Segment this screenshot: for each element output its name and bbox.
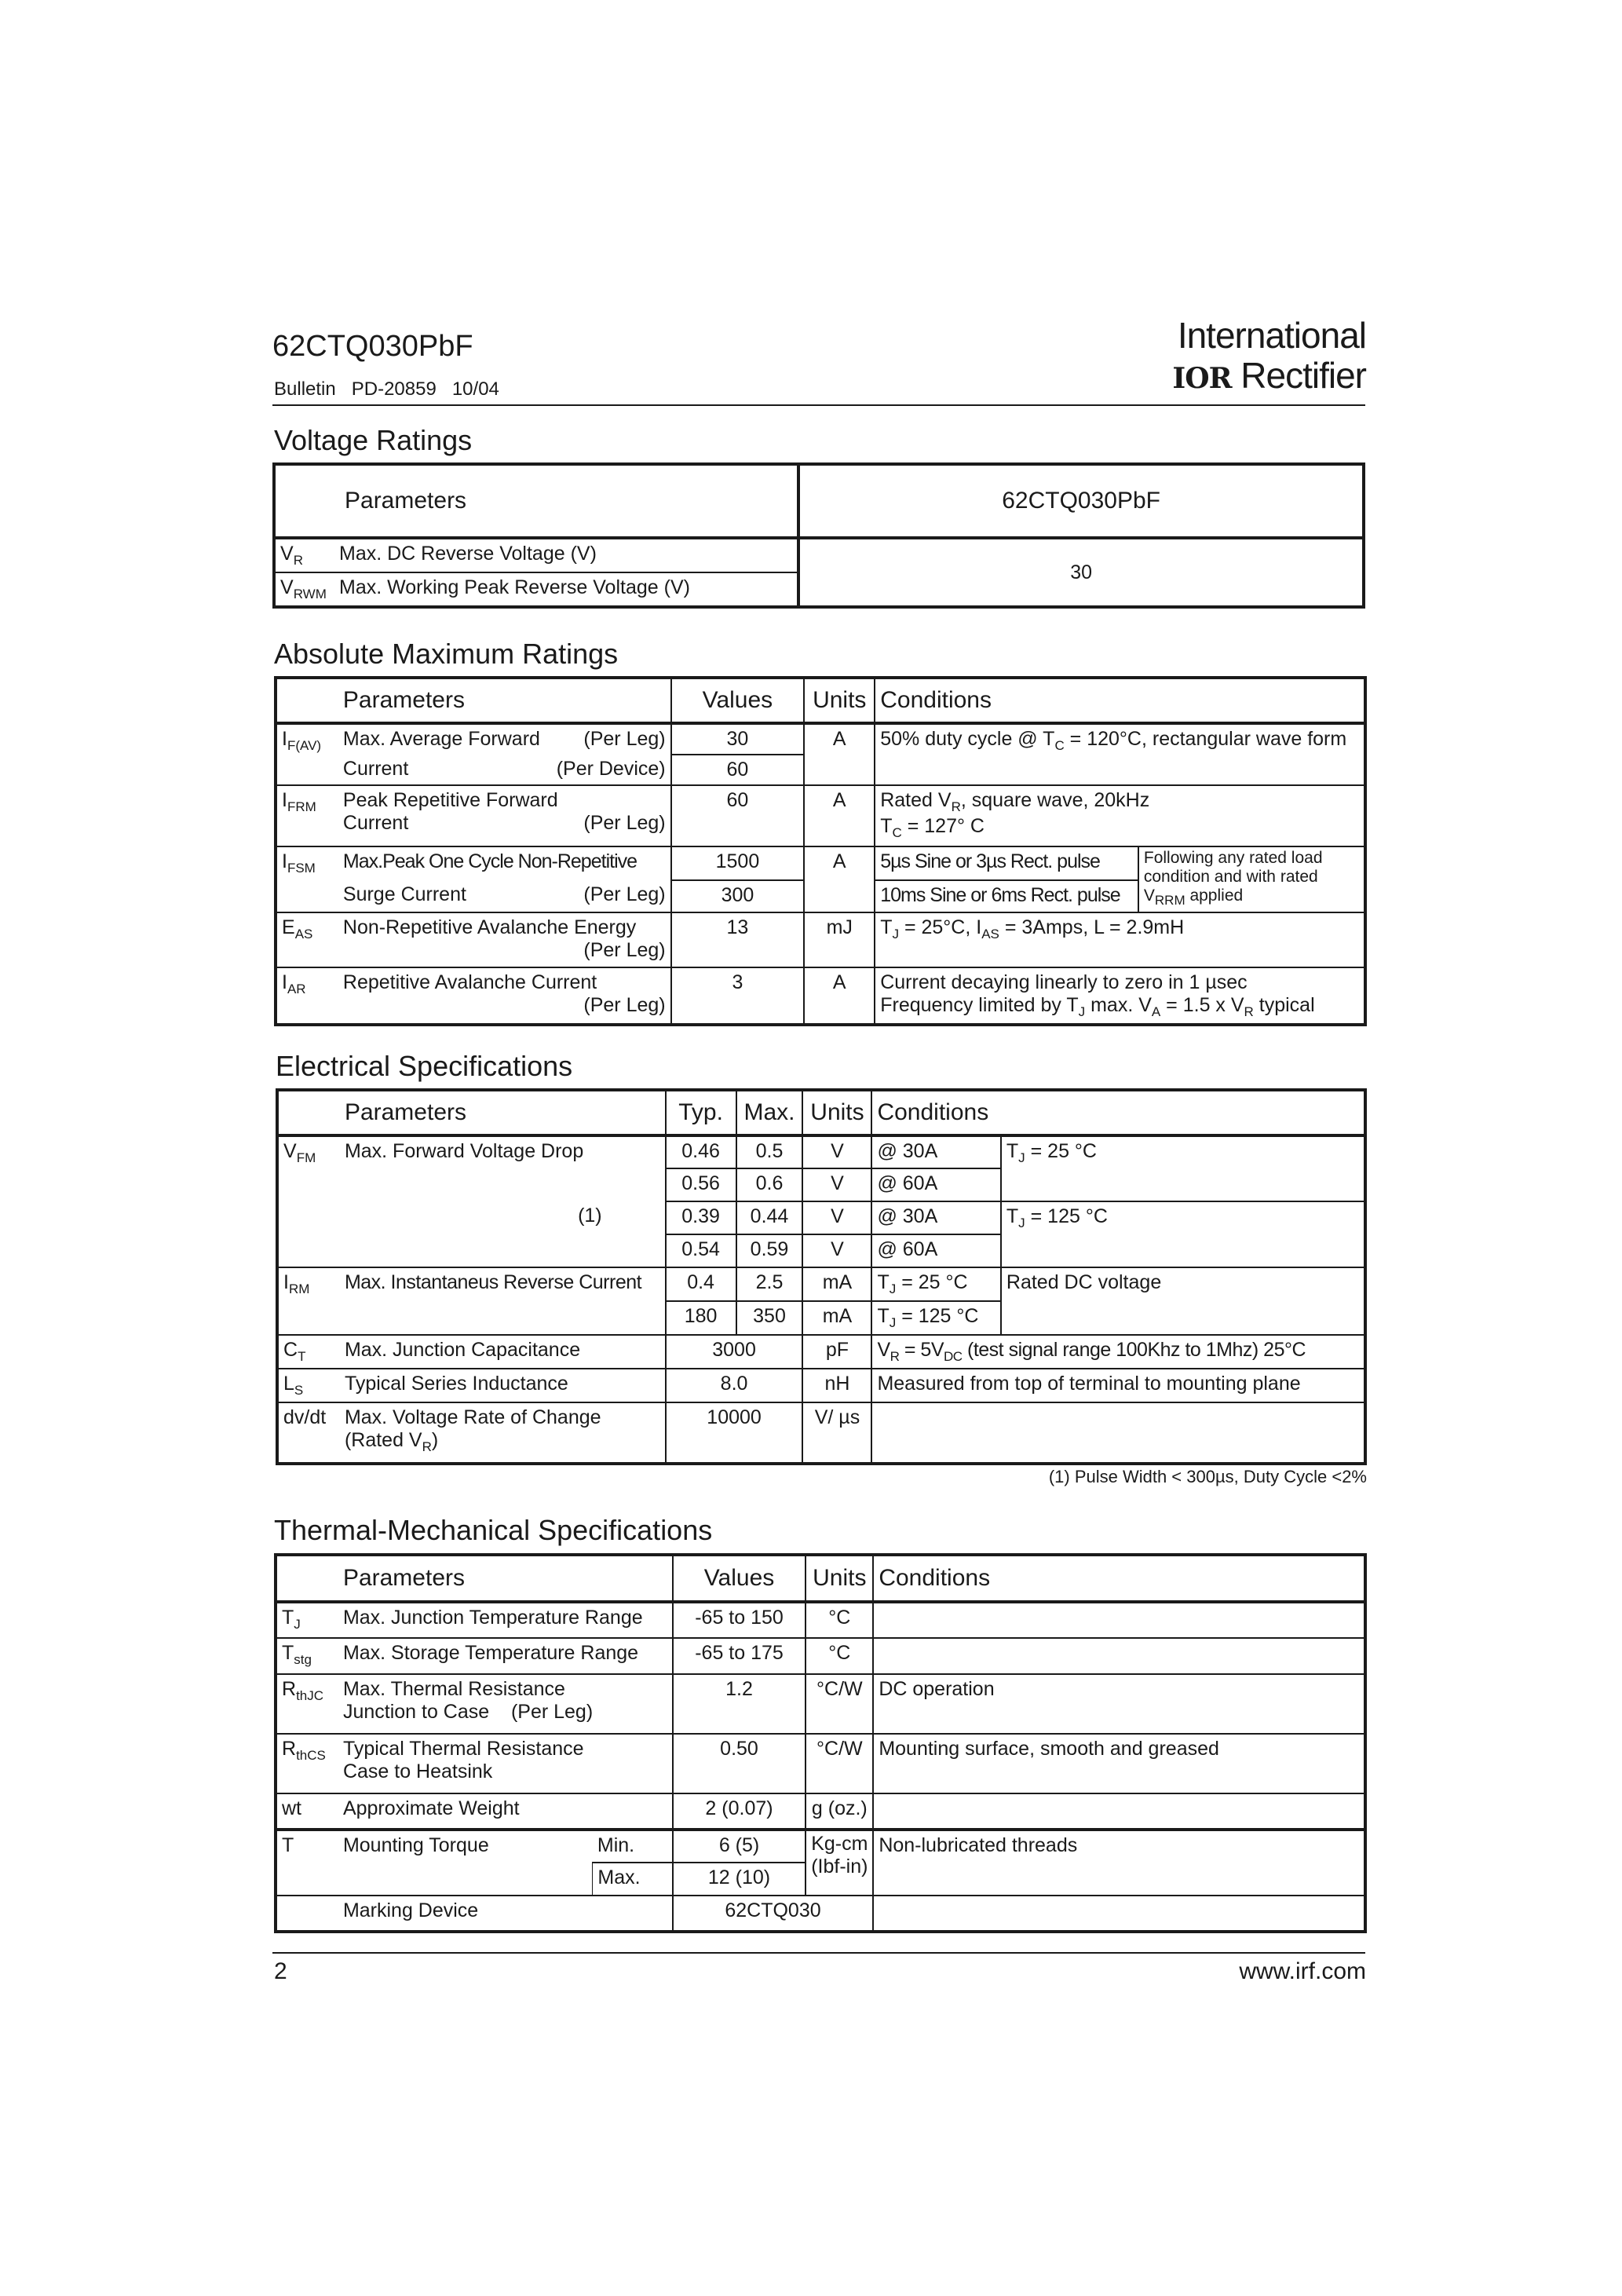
thermal-col-conditions: Conditions (873, 1555, 1365, 1602)
elec-col-max: Max. (736, 1090, 803, 1135)
elec-col-units: Units (802, 1090, 871, 1135)
elec-title: Electrical Specifications (276, 1050, 573, 1082)
table-row: dv/dt Max. Voltage Rate of Change (Rated $V_R$) 10000 V/ µs (277, 1402, 1365, 1464)
brand-logo (1170, 316, 1366, 399)
absmax-col-conditions: Conditions (875, 678, 1365, 723)
table-row: $I_{AR}$ Repetitive Avalanche Current (Per Leg) 3 A Current decaying linearly to zero in 1 µsec Frequency limited by $T_J$ max. $V_A = 1.5$ x $V_R$ typical (276, 967, 1365, 1025)
table-row: $I_{F(AV)}$ Max. Average Forward (Per Leg) 30 A 50% duty cycle @ $T_C = 120^\circ C$, rectangular wave form (276, 723, 1365, 755)
voltage-value: 30 (798, 538, 1364, 607)
voltage-table (272, 462, 1365, 609)
table-row: Surge Current (Per Leg) 300 10ms Sine or 6ms Rect. pulse (276, 880, 1365, 913)
table-row: $E_{AS}$ Non-Repetitive Avalanche Energy (Per Leg) 13 mJ $T_J = 25^\circ C$, $I_{AS}$ = 3Amps, L = 2.9mH (276, 912, 1365, 967)
elec-col-typ: Typ. (666, 1090, 736, 1135)
bulletin-label: Bulletin (274, 378, 336, 400)
header-rule (272, 404, 1365, 406)
voltage-title: Voltage Ratings (274, 424, 473, 456)
ior-logo: IOR (1172, 362, 1232, 395)
elec-footnote: (1) Pulse Width < 300µs, Duty Cycle <2% (1048, 1467, 1367, 1486)
page-number: 2 (274, 1958, 287, 1984)
absmax-col-units: Units (804, 678, 875, 723)
thermal-col-values: Values (673, 1555, 806, 1602)
thermal-col-params: Parameters (338, 1555, 673, 1602)
elec-table (276, 1088, 1367, 1465)
bulletin-date: 10/04 (451, 378, 499, 400)
table-row: 0.56 0.6 V @ 60A (277, 1168, 1365, 1201)
thermal-col-units: Units (806, 1555, 873, 1602)
table-row: $I_{FRM}$ Peak Repetitive Forward Current (Per Leg) 60 A Rated $V_R$, square wave, 20kHz $T_C = 127^\circ$ C (276, 785, 1365, 846)
footer-rule (272, 1952, 1365, 1954)
table-row: $R_{thCS}$ Typical Thermal Resistance Case to Heatsink 0.50 °C/W Mounting surface, smooth and greased (276, 1734, 1365, 1793)
elec-col-conditions: Conditions (871, 1090, 1365, 1135)
table-row: Current (Per Device) 60 (276, 755, 1365, 785)
table-row: $T_J$ Max. Junction Temperature Range -65 to 150 °C (276, 1602, 1365, 1638)
table-row: $V_R$ Max. DC Reverse Voltage (V) (274, 538, 798, 572)
brand-line1: International (1177, 315, 1366, 356)
absmax-table (274, 676, 1367, 1026)
part-number: 62CTQ030PbF (272, 330, 473, 363)
bulletin-number: PD-20859 (351, 378, 437, 400)
table-row: 0.54 0.59 V @ 60A (277, 1234, 1365, 1267)
table-row: Marking Device 62CTQ030 (276, 1896, 1365, 1932)
table-row: T Mounting Torque Min. 6 (5) Kg-cm (Ibf-in) Non-lubricated threads (276, 1830, 1365, 1863)
table-row: $C_T$ Max. Junction Capacitance 3000 pF $V_R = 5V_{DC}$ (test signal range 100Khz to 1Mhz) 25°C (277, 1335, 1365, 1369)
absmax-col-params: Parameters (338, 678, 671, 723)
table-row: 180 350 mA $T_J = 125$ °C (277, 1301, 1365, 1335)
absmax-col-values: Values (671, 678, 805, 723)
table-row: $I_{FSM}$ Max.Peak One Cycle Non-Repetitive 1500 A 5µs Sine or 3µs Rect. pulse Following any rated load condition and with rated $V_{RRM}$ applied (276, 846, 1365, 880)
table-row: $V_{RWM}$ Max. Working Peak Reverse Voltage (V) (274, 572, 798, 607)
table-row: $R_{thJC}$ Max. Thermal Resistance Junction to Case (Per Leg) 1.2 °C/W DC operation (276, 1674, 1365, 1734)
voltage-col-part: 62CTQ030PbF (798, 464, 1364, 538)
bulletin (274, 378, 499, 400)
table-row: $T_{stg}$ Max. Storage Temperature Range -65 to 175 °C (276, 1638, 1365, 1674)
thermal-table (274, 1553, 1367, 1933)
table-row: Max. 12 (10) (276, 1863, 1365, 1896)
absmax-title: Absolute Maximum Ratings (274, 638, 619, 670)
table-row: wt Approximate Weight 2 (0.07) g (oz.) (276, 1793, 1365, 1830)
table-row: (1) 0.39 0.44 V @ 30A $T_J = 125$ °C (277, 1201, 1365, 1234)
footer-url[interactable]: www.irf.com (1239, 1958, 1366, 1984)
brand-line2: Rectifier (1240, 355, 1366, 396)
table-row: $L_S$ Typical Series Inductance 8.0 nH Measured from top of terminal to mounting plane (277, 1369, 1365, 1402)
table-row: $V_{FM}$ Max. Forward Voltage Drop 0.46 0.5 V @ 30A $T_J = 25$ °C (277, 1135, 1365, 1168)
table-row: $I_{RM}$ Max. Instantaneus Reverse Current 0.4 2.5 mA $T_J = 25$ °C Rated DC voltage (277, 1267, 1365, 1301)
voltage-col-params: Parameters (274, 464, 798, 538)
elec-col-params: Parameters (340, 1090, 666, 1135)
thermal-title: Thermal-Mechanical Specifications (274, 1514, 713, 1546)
